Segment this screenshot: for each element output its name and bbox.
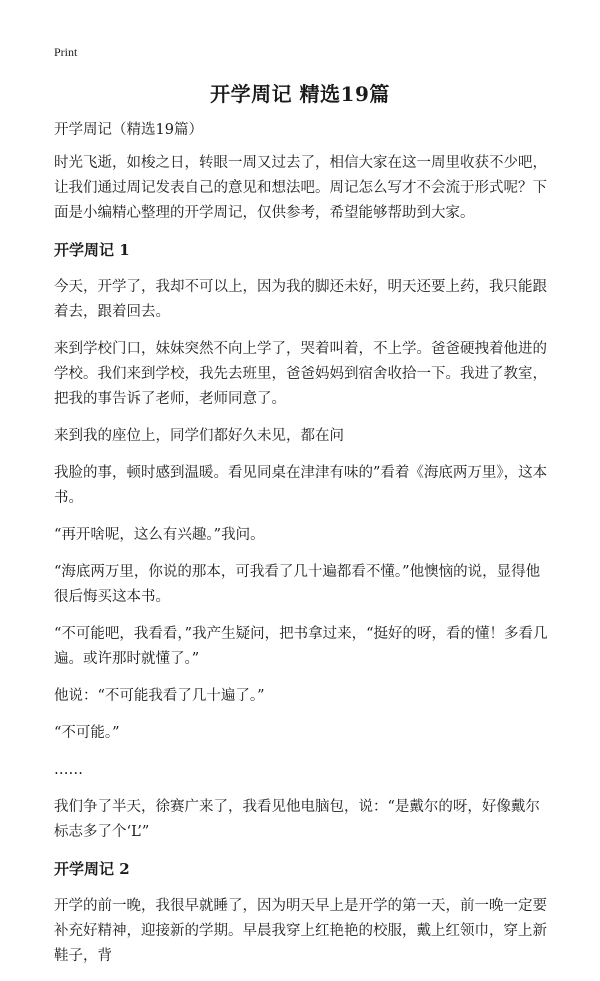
paragraph: 今天，开学了，我却不可以上，因为我的脚还未好，明天还要上药，我只能跟着去，跟着回去。 [54,279,547,320]
intro-paragraph: 时光飞逝，如梭之日，转眼一周又过去了，相信大家在这一周里收获不少吧，让我们通过周记发表自己的意见和想法吧。周记怎么写才不会流于形式呢？下面是小编精心整理的开学周记，仅供参考，希望能够帮助到大家。 [54,155,547,221]
paragraph: “再开啥呢，这么有兴趣。”我问。 [54,527,265,543]
paragraph: “不可能。” [54,725,120,741]
paragraph: 开学的前一晚，我很早就睡了，因为明天早上是开学的第一天，前一晚一定要补充好精神，迎接新的学期。早晨我穿上红艳艳的校服，戴上红领巾，穿上新鞋子，背 [54,898,547,964]
paragraph: 来到我的座位上，同学们都好久未见，都在问 [54,428,344,444]
paragraph: 他说：“不可能我看了几十遍了。” [54,688,265,704]
page-title: 开学周记 精选19篇 [210,82,390,106]
paragraph: “不可能吧，我看看，”我产生疑问，把书拿过来，“挺好的呀，看的懂！多看几遍。或许那时就懂了。” [54,626,548,667]
section-heading-2: 开学周记 2 [54,860,130,878]
article-subtitle: 开学周记（精选19篇） [54,122,203,138]
paragraph: 来到学校门口，妹妹突然不向上学了，哭着叫着，不上学。爸爸硬拽着他进的学校。我们来到学校，我先去班里，爸爸妈妈到宿舍收拾一下。我进了教室，把我的事告诉了老师，老师同意了。 [54,341,547,407]
paragraph: 我脸的事，顿时感到温暖。看见同桌在津津有味的”看着《海底两万里》，这本书。 [54,465,548,506]
paragraph: “海底两万里，你说的那本，可我看了几十遍都看不懂。”他懊恼的说，显得他很后悔买这本书。 [54,564,541,605]
section-heading-1: 开学周记 1 [54,241,130,259]
article-body [54,118,552,981]
print-label[interactable]: Print [54,45,78,59]
paragraph: 我们争了半天，徐赛广来了，我看见他电脑包，说：“是戴尔的呀，好像戴尔标志多了个‘L’” [54,799,540,840]
ellipsis: …… [54,762,83,778]
